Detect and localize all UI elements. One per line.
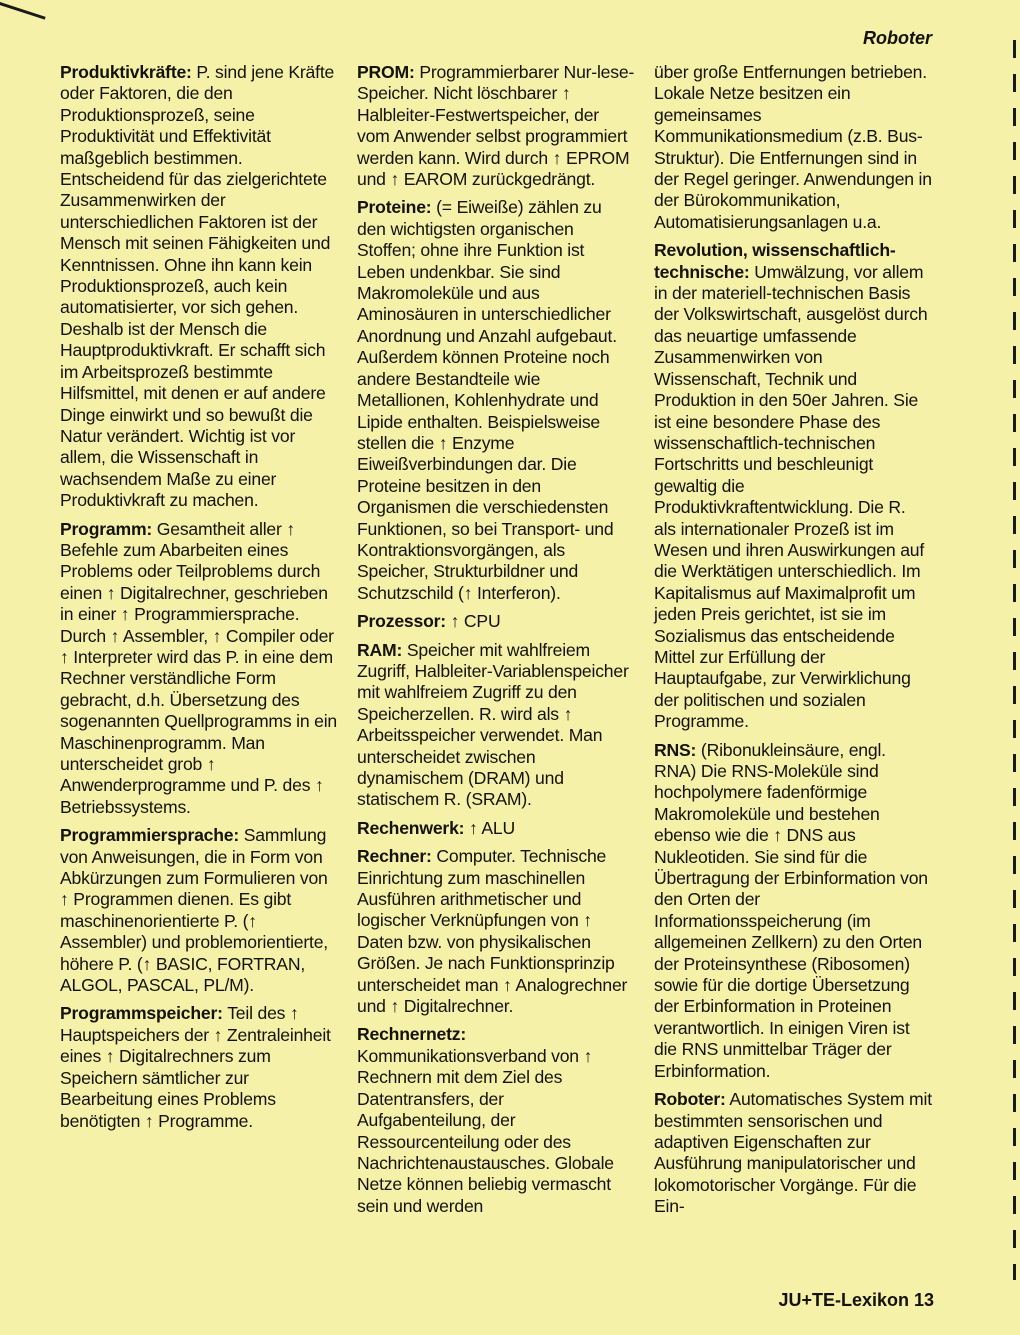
entry-rechenwerk	[357, 818, 635, 839]
entry-text: Kommunikationsverband von ↑ Rechnern mit dem Ziel des Datentransfers, der Aufgabenteilung, der Ressourcenteilung oder des Nachrichtenaustausches. Globale Netze können beliebig vermascht sein und werden	[357, 1045, 614, 1216]
entry-text: Programmierbarer Nur-lese-Speicher. Nicht löschbarer ↑ Halbleiter-Festwertspeicher, der vom Anwender selbst programmiert werden kann. Wird durch ↑ EPROM und ↑ EAROM zurückgedrängt.	[357, 62, 635, 190]
entry-term: Programmiersprache:	[60, 825, 240, 846]
entry-term: RNS:	[654, 739, 697, 760]
entry-term: Revolution, wissenschaftlich-technische:	[654, 240, 896, 282]
entry-text: Speicher mit wahlfreiem Zugriff, Halbleiter-Variablenspeicher mit wahlfreiem Zugriff zu den Speicherzellen. R. wird als ↑ Arbeitsspeicher verwendet. Man unterscheidet zwischen dynamischem (DRAM) und statischem R. (SRAM).	[357, 639, 629, 810]
entry-text: (Ribonukleinsäure, engl. RNA) Die RNS-Moleküle sind hochpolymere fadenförmige Makromoleküle und bestehen ebenso wie die ↑ DNS aus Nukleotiden. Sie sind für die Übertragung der Erbinformation von den Orten der Informationsspeicherung (im allgemeinen Zellkern) zu den Orten der Proteinsynthese (Ribosomen) sowie für die dortige Übersetzung der Erbinformation in Proteinen verantwortlich. In einigen Viren ist die RNS unmittelbar Träger der Erbinformation.	[654, 739, 928, 1081]
entry-programmspeicher	[60, 1003, 338, 1131]
entry-text: Teil des ↑ Hauptspeichers der ↑ Zentraleinheit eines ↑ Digitalrechners zum Speichern sämtlicher zur Bearbeitung eines Problems benötigten ↑ Programme.	[60, 1003, 331, 1131]
entry-text: ↑ CPU	[445, 611, 501, 632]
entry-term: RAM:	[357, 639, 403, 660]
entry-text: P. sind jene Kräfte oder Faktoren, die den Produktionsprozeß, seine Produktivität und Effektivität maßgeblich bestimmen. Entscheidend für das zielgerichtete Zusammenwirken der unterschiedlichen Faktoren ist der Mensch mit seinen Fähigkeiten und Kenntnissen. Ohne ihn kann kein Produktionsprozeß, auch kein automatisierter, vor sich gehen. Deshalb ist der Mensch die Hauptproduktivkraft. Er schafft sich im Arbeitsprozeß bestimmte Hilfsmittel, mit denen er auf andere Dinge einwirkt und so bewußt die Natur verändert. Wichtig ist vor allem, die Wissenschaft in wachsendem Maße zu einer Produktivkraft zu machen.	[60, 62, 335, 511]
page-footer: JU+TE-Lexikon 13	[778, 1290, 934, 1310]
scan-edge-mark	[1013, 40, 1016, 1280]
entry-prom	[357, 62, 635, 190]
column-1	[60, 62, 338, 1139]
entry-programm	[60, 519, 338, 819]
entry-term: Produktivkräfte:	[60, 62, 192, 82]
entry-text: (= Eiweiße) zählen zu den wichtigsten organischen Stoffen; ohne ihre Funktion ist Leben undenkbar. Sie sind Makromoleküle und aus Aminosäuren in unterschiedlicher Anordnung und Anzahl aufgebaut. Außerdem können Proteine noch andere Bestandteile wie Metallionen, Kohlenhydrate und Lipide enthalten. Beispielsweise stellen die ↑ Enzyme Eiweißverbindungen dar. Die Proteine besitzen in den Organismen die verschiedensten Funktionen, so bei Transport- und Kontraktionsvorgängen, als Speicher, Strukturbildner und Schutzschild (↑ Interferon).	[357, 197, 617, 603]
entry-text: Sammlung von Anweisungen, die in Form von Abkürzungen zum Formulieren von ↑ Programmen dienen. Es gibt maschinenorientierte P. (↑ Assembler) und problemorientierte, höhere P. (↑ BASIC, FORTRAN, ALGOL, PASCAL, PL/M).	[60, 825, 328, 996]
entry-term: Rechner:	[357, 846, 432, 867]
entry-revolution	[654, 240, 932, 732]
entry-term: Proteine:	[357, 197, 432, 218]
entry-programmiersprache	[60, 825, 338, 996]
column-2	[357, 62, 635, 1224]
entry-roboter	[654, 1089, 932, 1217]
entry-produktivkraefte	[60, 62, 338, 512]
entry-text: Gesamtheit aller ↑ Befehle zum Abarbeiten eines Problems oder Teilproblems durch einen ↑ Digitalrechner, geschrieben in einer ↑ Programmiersprache. Durch ↑ Assembler, ↑ Compiler oder ↑ Interpreter wird das P. in eine dem Rechner verständliche Form gebracht, d.h. Übersetzung des sogenannten Quellprogramms in ein Maschinenprogramm. Man unterscheidet grob ↑ Anwenderprogramme und P. des ↑ Betriebssystems.	[60, 518, 338, 817]
entry-term: Rechenwerk:	[357, 817, 465, 838]
entry-ram	[357, 640, 635, 811]
entry-rns	[654, 740, 932, 1083]
entry-term: Programmspeicher:	[60, 1003, 223, 1024]
entry-text: über große Entfernungen betrieben. Lokale Netze besitzen ein gemeinsames Kommunikationsmedium (z.B. Bus-Struktur). Die Entfernungen sind in der Regel geringer. Anwendungen in der Bürokommunikation, Automatisierungsanlagen u.a.	[654, 62, 932, 232]
entry-rechnernetz-continued	[654, 62, 932, 233]
entry-proteine	[357, 197, 635, 604]
entry-rechnernetz	[357, 1024, 635, 1217]
column-3	[654, 62, 932, 1225]
entry-text: Computer. Technische Einrichtung zum maschinellen Ausführen arithmetischer und logischer Verknüpfungen von ↑ Daten bzw. von physikalischen Größen. Je nach Funktionsprinzip unterscheidet man ↑ Analogrechner und ↑ Digitalrechner.	[357, 846, 628, 1017]
entry-prozessor	[357, 611, 635, 632]
entry-term: Programm:	[60, 518, 153, 539]
entry-term: Rechnernetz:	[357, 1024, 467, 1045]
entry-text: Umwälzung, vor allem in der materiell-technischen Basis der Volkswirtschaft, ausgelöst durch das neuartige umfassende Zusammenwirken von Wissenschaft, Technik und Produktion in den 50er Jahren. Sie ist eine besondere Phase des wissenschaftlich-technischen Fortschritts und beschleunigt gewaltig die Produktivkraftentwicklung. Die R. als internationaler Prozeß ist im Wesen und ihren Auswirkungen auf die Werktätigen unterschiedlich. Im Kapitalismus auf Maximalprofit um jeden Preis gerichtet, ist sie im Sozialismus das entscheidende Mittel zur Erfüllung der Hauptaufgabe, zur Verwirklichung der politischen und sozialen Programme.	[654, 261, 928, 732]
scan-corner-mark	[0, 2, 46, 33]
entry-text: Automatisches System mit bestimmten sensorischen und adaptiven Eigenschaften zur Ausführung manipulatorischer und lokomotorischer Vorgänge. Für die Ein-	[654, 1089, 932, 1217]
running-head: Roboter	[863, 28, 932, 48]
entry-rechner	[357, 846, 635, 1017]
entry-term: Roboter:	[654, 1089, 726, 1110]
entry-text: ↑ ALU	[464, 817, 515, 838]
entry-term: PROM:	[357, 62, 415, 82]
entry-term: Prozessor:	[357, 611, 446, 632]
